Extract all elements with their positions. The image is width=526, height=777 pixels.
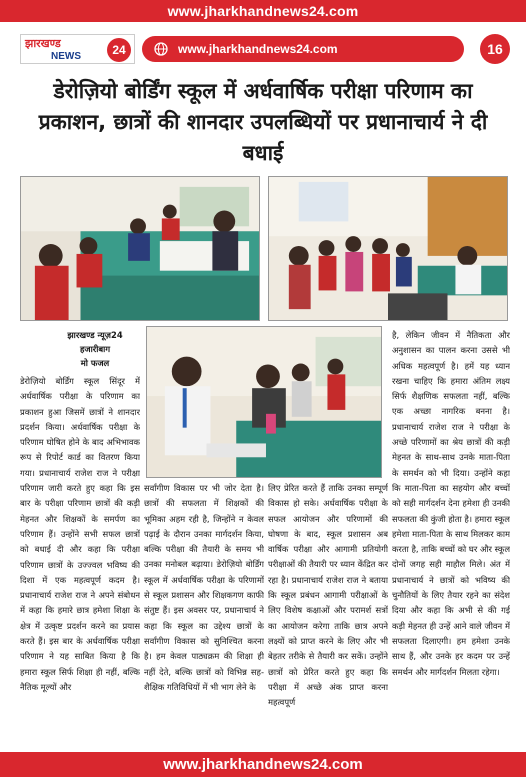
page-number-badge: 16 bbox=[480, 34, 510, 64]
article-byline bbox=[50, 329, 140, 371]
logo[interactable] bbox=[20, 34, 135, 64]
photo-classroom-students-writing bbox=[20, 176, 260, 321]
article-column-middle-1: सर्वांगीण विकास पर भी जोर देता है। छात्रों की सफलता में शिक्षकों की भूमिका अहम रही है, जिन्होंने न केवल पढ़ाई के दौरान उनका मार्गदर्शन किया, बल्कि परीक्षा की तैयारी के समय भी उनका मनोबल बढ़ाया। डेरोज़ियो बोर्डिंग स्कूल में अर्धवार्षिक परीक्षा के परिणामों से स्कूल प्रशासन और शिक्षकगण काफी संतुष्ट हैं। इस अवसर पर, प्रधानाचार्य ने कहा कि स्कूल का उद्देश्य छात्रों के सर्वांगीण विकास को सुनिश्चित करना है। हम केवल पाठ्यक्रम की शिक्षा ही नहीं देते, बल्कि छात्रों को विभिन्न सह-शैक्षिक गतिविधियों में भी भाग लेने के bbox=[144, 483, 264, 692]
globe-icon bbox=[154, 42, 168, 56]
logo-news-text: NEWS bbox=[51, 51, 81, 62]
website-url-text: www.jharkhandnews24.com bbox=[178, 42, 338, 56]
byline-location: हजारीबाग bbox=[79, 344, 111, 354]
bottom-url-banner[interactable]: www.jharkhandnews24.com bbox=[0, 752, 526, 777]
article-column-left: डेरोज़ियो बोर्डिंग स्कूल सिंदूर में अर्धवार्षिक परीक्षा के परिणाम का प्रकाशन हुआ जिसमें छात्रों ने शानदार प्रदर्शन किया। अर्धवार्षिक परीक्षा के परिणाम घोषित होने के बाद अभिभावक रूप से रिपोर्ट कार्ड का वितरण किया गया। प्रधानाचार्य राजेश राज ने परीक्षा परिणाम जारी करते हुए कहा कि इस बार के परीक्षा परिणाम छात्रों की कड़ी मेहनत और शिक्षकों के समर्पण का परिणाम हैं। उन्होंने सभी सफल छात्रों को बधाई दी और कहा कि परीक्षा परिणाम छात्रों के उज्ज्वल भविष्य की दिशा में एक महत्वपूर्ण कदम है। प्रधानाचार्य राजेश राज ने अपने संबोधन में कहा कि हमारे छात्र हमेशा शिक्षा के क्षेत्र में उत्कृष्ट प्रदर्शन करने का प्रयास करते हैं। इस बार के अर्धवार्षिक परीक्षा परिणाम ने यह साबित किया है कि हमारा स्कूल सिर्फ शिक्षा ही नहीं, बल्कि नैतिक मूल्यों और bbox=[20, 376, 140, 692]
byline-publication: झारखण्ड न्यूज़24 bbox=[67, 330, 123, 340]
website-link[interactable] bbox=[142, 36, 464, 62]
logo-hindi-text: झारखण्ड bbox=[25, 37, 61, 50]
article-column-right: है, लेकिन जीवन में नैतिकता और अनुशासन का पालन करना उससे भी अधिक महत्वपूर्ण है। हमें यह ध्यान रखना चाहिए कि हमारा अंतिम लक्ष्य सिर्फ शैक्षणिक सफलता नहीं, बल्कि एक अच्छा नागरिक बनना है। प्रधानाचार्य राजेश राज ने परीक्षा के अच्छे परिणामों का श्रेय छात्रों की कड़ी मेहनत के साथ-साथ उनके माता-पिता के समर्थन को भी दिया। उन्होंने कहा कि माता-पिता का सहयोग और बच्चों को सही मार्गदर्शन देना हमेशा ही उनकी सफलता की कुंजी होता है। हमारा स्कूल हमेशा माता-पिता के साथ मिलकर काम करता है, ताकि बच्चों को घर और स्कूल दोनों जगह सही माहौल मिले। अंत में प्रधानाचार्य ने छात्रों को भविष्य की चुनौतियों के लिए तैयार रहने का संदेश दिया और कहा कि अभी से की गई कड़ी मेहनत ही उन्हें आने वाले जीवन में सफलता दिलाएगी। हम हमेशा उनके साथ हैं, और उनके हर कदम पर उन्हें समर्थन और मार्गदर्शन मिलता रहेगा। bbox=[392, 330, 510, 677]
logo-number-badge: 24 bbox=[107, 38, 131, 62]
byline-author: मो फजल bbox=[80, 358, 110, 368]
photo-teachers-at-desk bbox=[146, 326, 382, 478]
masthead bbox=[20, 34, 510, 64]
photo-classroom-parents-teachers bbox=[268, 176, 508, 321]
top-url-banner[interactable]: www.jharkhandnews24.com bbox=[0, 0, 526, 22]
article-column-middle-2: लिए प्रेरित करते हैं ताकि उनका सम्पूर्ण विकास हो सके। अर्धवार्षिक परीक्षा के सफल आयोजन और परिणामों की घोषणा के बाद, स्कूल प्रशासन अब वार्षिक परीक्षा और आगामी प्रतियोगी परीक्षाओं की तैयारी पर ध्यान केंद्रित कर रहा है। प्रधानाचार्य राजेश राज ने बताया कि स्कूल प्रबंधन आगामी परीक्षाओं के लिए विशेष कक्षाओं और परामर्श सत्रों का आयोजन करेगा ताकि छात्र अपने लक्ष्यों को प्राप्त करने के लिए और भी बेहतर तरीके से तैयारी कर सकें। उन्होंने छात्रों को प्रेरित करते हुए कहा कि परीक्षा में अच्छे अंक प्राप्त करना महत्वपूर्ण bbox=[268, 483, 388, 708]
article-headline: डेरोज़ियो बोर्डिंग स्कूल में अर्धवार्षिक परीक्षा परिणाम का प्रकाशन, छात्रों की शानदार उपलब्धियों पर प्रधानाचार्य ने दी बधाई bbox=[38, 79, 488, 165]
